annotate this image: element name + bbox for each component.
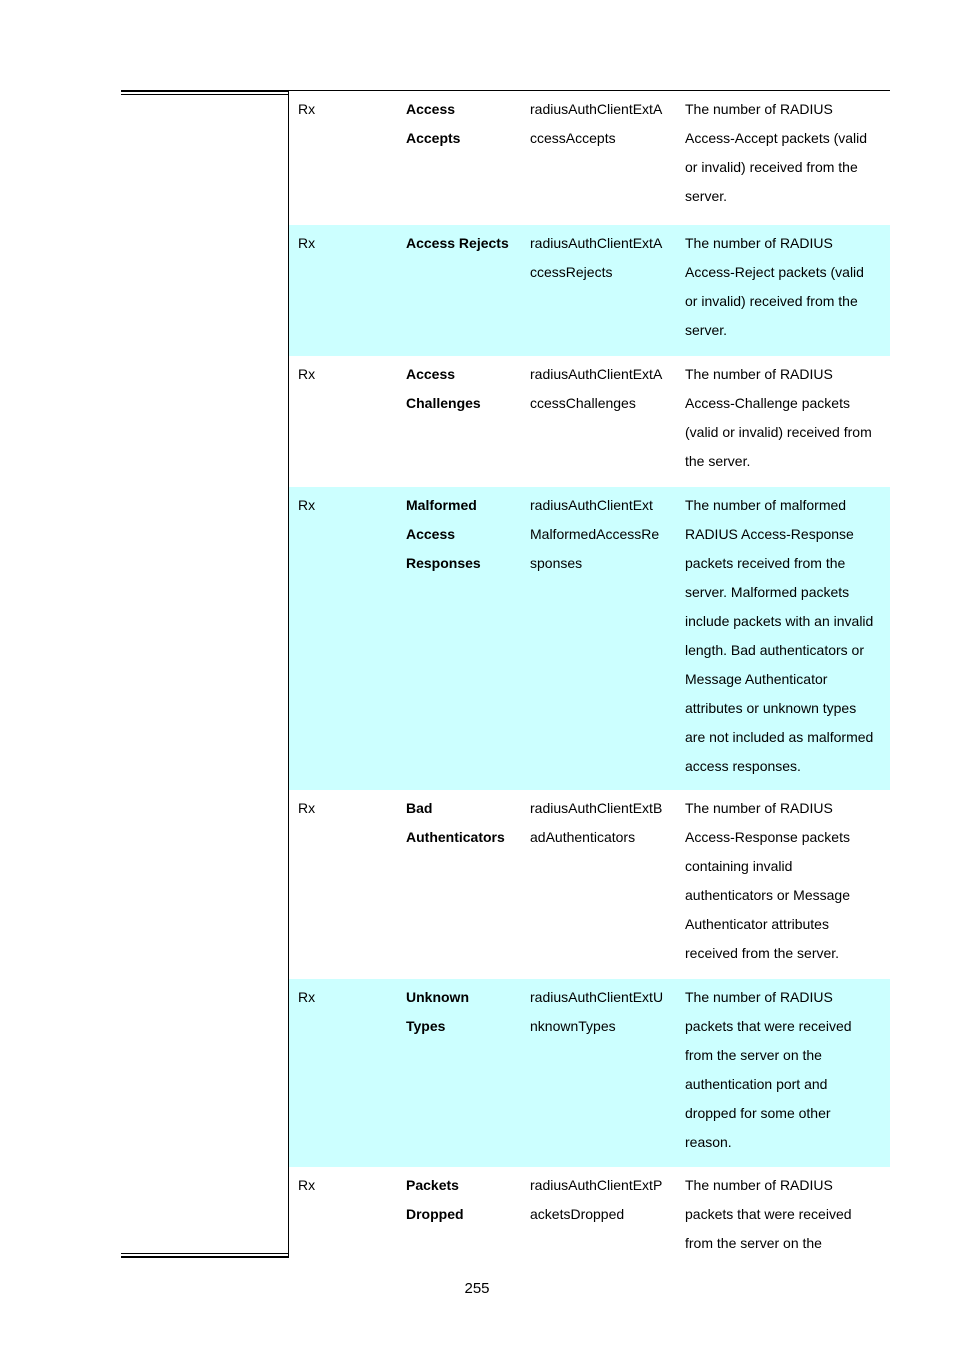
left-top-rule-thin [121,94,288,95]
description-cell [677,487,890,790]
description-cell [677,790,890,979]
mib-object-cell-line: radiusAuthClientExtP [530,1177,663,1193]
description-cell-line: or invalid) received from the [685,159,858,175]
table-row [289,356,890,487]
description-cell-line: include packets with an invalid [685,613,874,629]
description-cell-line: The number of malformed [685,497,847,513]
mib-object-cell [522,91,677,225]
counter-name-cell [398,487,522,790]
mib-object-cell-line: radiusAuthClientExt [530,497,653,513]
description-cell-line: Access-Accept packets (valid [685,130,868,146]
description-cell-line: Access-Challenge packets [685,395,850,411]
counter-name-cell [398,225,522,356]
counter-name-cell-line: Access Rejects [406,235,509,251]
description-cell-line: The number of RADIUS [685,989,833,1005]
counter-name-cell-line: Unknown [406,989,469,1005]
description-cell-line: authentication port and [685,1076,828,1092]
description-cell [677,356,890,487]
direction-cell: Rx [298,497,316,513]
description-cell-line: packets received from the [685,555,846,571]
description-cell-line: server. Malformed packets [685,584,850,600]
description-cell-line: access responses. [685,758,801,774]
mib-object-cell-line: radiusAuthClientExtU [530,989,664,1005]
description-cell-line: The number of RADIUS [685,800,833,816]
description-cell-line: from the server on the [685,1235,822,1251]
mib-object-cell [522,1167,677,1260]
table-row [289,225,890,356]
left-bottom-rule-thick [121,1256,288,1258]
description-cell-line: The number of RADIUS [685,1177,833,1193]
counter-name-cell-line: Packets [406,1177,459,1193]
counter-name-cell [398,91,522,225]
counter-name-cell-line: Access [406,366,456,382]
description-cell-line: The number of RADIUS [685,366,833,382]
left-bottom-rule-thin [121,1253,288,1254]
description-cell-line: length. Bad authenticators or [685,642,865,658]
counter-name-cell-line: Bad [406,800,433,816]
description-cell-line: RADIUS Access-Response [685,526,854,542]
description-cell [677,225,890,356]
mib-object-cell [522,487,677,790]
counter-name-cell [398,790,522,979]
description-cell-line: Message Authenticator [685,671,828,687]
mib-object-cell-line: adAuthenticators [530,829,636,845]
counter-name-cell [398,356,522,487]
left-top-rule-thick [121,90,288,92]
description-cell-line: attributes or unknown types [685,700,857,716]
counter-name-cell-line: Access [406,101,456,117]
description-cell-line: from the server on the [685,1047,822,1063]
description-cell-line: dropped for some other [685,1105,831,1121]
direction-cell: Rx [298,366,316,382]
counter-name-cell-line: Dropped [406,1206,464,1222]
page-number: 255 [464,1280,490,1297]
mib-object-cell-line: nknownTypes [530,1018,616,1034]
counter-name-cell-line: Types [406,1018,446,1034]
description-cell-line: packets that were received [685,1206,852,1222]
mib-object-cell-line: ccessRejects [530,264,613,280]
counter-name-cell [398,979,522,1167]
description-cell [677,91,890,225]
mib-object-cell [522,356,677,487]
counter-name-cell-line: Access [406,526,456,542]
description-cell-line: Authenticator attributes [685,916,829,932]
description-cell-line: Access-Response packets [685,829,850,845]
description-cell-line: the server. [685,453,751,469]
counter-name-cell-line: Malformed [406,497,477,513]
counter-name-cell-line: Challenges [406,395,481,411]
mib-object-cell [522,979,677,1167]
description-cell-line: The number of RADIUS [685,101,833,117]
mib-object-cell [522,790,677,979]
mib-object-cell-line: sponses [530,555,583,571]
table-row [289,91,890,225]
description-cell-line: packets that were received [685,1018,852,1034]
description-cell-line: authenticators or Message [685,887,850,903]
description-cell-line: containing invalid [685,858,793,874]
counter-name-cell-line: Responses [406,555,481,571]
mib-object-cell-line: ccessChallenges [530,395,636,411]
description-cell-line: or invalid) received from the [685,293,858,309]
mib-object-cell-line: radiusAuthClientExtB [530,800,663,816]
direction-cell: Rx [298,101,316,117]
mib-object-cell-line: radiusAuthClientExtA [530,366,663,382]
mib-object-cell-line: radiusAuthClientExtA [530,101,663,117]
direction-cell: Rx [298,235,316,251]
mib-object-cell-line: acketsDropped [530,1206,625,1222]
counter-name-cell-line: Authenticators [406,829,505,845]
mib-object-cell-line: radiusAuthClientExtA [530,235,663,251]
description-cell [677,979,890,1167]
table-row [289,979,890,1167]
direction-cell: Rx [298,989,316,1005]
description-cell [677,1167,890,1260]
description-cell-line: server. [685,322,728,338]
radius-counters-table [289,90,890,1260]
description-cell-line: (valid or invalid) received from [685,424,872,440]
table-row [289,487,890,790]
description-cell-line: server. [685,188,728,204]
counter-name-cell [398,1167,522,1260]
table-row [289,1167,890,1260]
table-row [289,790,890,979]
counter-name-cell-line: Accepts [406,130,461,146]
description-cell-line: The number of RADIUS [685,235,833,251]
mib-object-cell [522,225,677,356]
mib-object-cell-line: ccessAccepts [530,130,616,146]
description-cell-line: Access-Reject packets (valid [685,264,864,280]
direction-cell: Rx [298,800,316,816]
direction-cell: Rx [298,1177,316,1193]
description-cell-line: reason. [685,1134,732,1150]
description-cell-line: received from the server. [685,945,840,961]
description-cell-line: are not included as malformed [685,729,874,745]
mib-object-cell-line: MalformedAccessRe [530,526,660,542]
